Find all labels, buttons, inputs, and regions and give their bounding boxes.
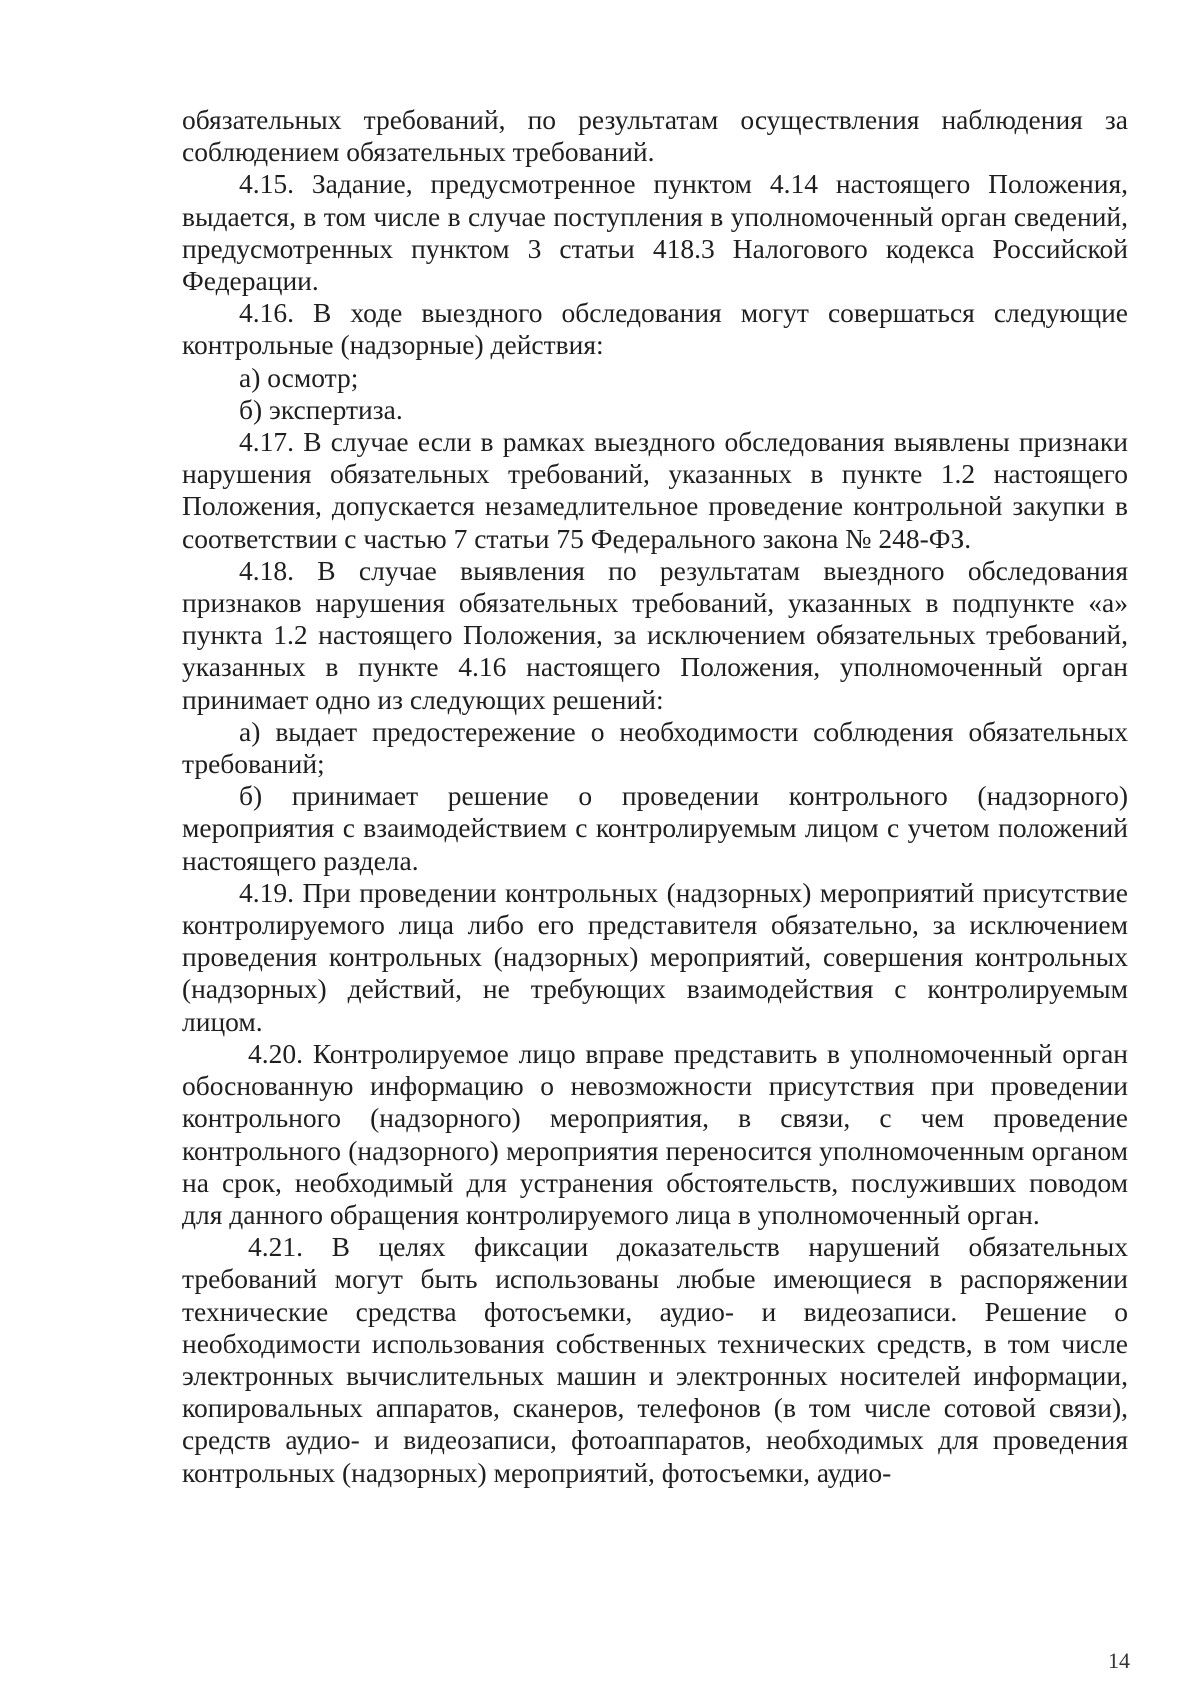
paragraph-4-15: 4.15. Задание, предусмотренное пунктом 4.14 настоящего Положения, выдается, в том числе в случае поступления в уполномоченный орган сведений, предусмотренных пунктом 3 статьи 418.3 Налогового кодекса Российской Федерации. — [182, 168, 1128, 297]
document-body — [182, 104, 1128, 1489]
page-number: 14 — [1108, 1648, 1130, 1673]
paragraph-continuation: обязательных требований, по результатам осуществления наблюдения за соблюдением обязательных требований. — [182, 104, 1128, 168]
list-item-b-expertise: б) экспертиза. — [239, 393, 403, 425]
paragraph-4-16: 4.16. В ходе выездного обследования могут совершаться следующие контрольные (надзорные) действия: — [182, 297, 1128, 361]
list-item-a-inspection: а) осмотр; — [239, 361, 359, 393]
paragraph-4-19: 4.19. При проведении контрольных (надзорных) мероприятий присутствие контролируемого лица либо его представителя обязательно, за исключением проведения контрольных (надзорных) мероприятий, совершения контрольных (надзорных) действий, не требующих взаимодействия с контролируемым лицом. — [182, 876, 1128, 1037]
list-item-a-warning: а) выдает предостережение о необходимости соблюдения обязательных требований; — [182, 715, 1128, 780]
paragraph-4-17: 4.17. В случае если в рамках выездного обследования выявлены признаки нарушения обязательных требований, указанных в пункте 1.2 настоящего Положения, допускается незамедлительное проведение контрольной закупки в соответствии с частью 7 статьи 75 Федерального закона № 248-ФЗ. — [182, 426, 1128, 554]
paragraph-4-18: 4.18. В случае выявления по результатам выездного обследования признаков нарушения обязательных требований, указанных в подпункте «а» пункта 1.2 настоящего Положения, за исключением обязательных требований, указанных в пункте 4.16 настоящего Положения, уполномоченный орган принимает одно из следующих решений: — [182, 554, 1128, 715]
list-item-b-decision: б) принимает решение о проведении контрольного (надзорного) мероприятия с взаимодействием с контролируемым лицом с учетом положений настоящего раздела. — [182, 780, 1128, 876]
paragraph-4-21: 4.21. В целях фиксации доказательств нарушений обязательных требований могут быть использованы любые имеющиеся в распоряжении технические средства фотосъемки, аудио- и видеозаписи. Решение о необходимости использования собственных технических средств, в том числе электронных вычислительных машин и электронных носителей информации, копировальных аппаратов, сканеров, телефонов (в том числе сотовой связи), средств аудио- и видеозаписи, фотоаппаратов, необходимых для проведения контрольных (надзорных) мероприятий, фотосъемки, аудио- — [182, 1231, 1128, 1488]
paragraph-4-20: 4.20. Контролируемое лицо вправе представить в уполномоченный орган обоснованную информацию о невозможности присутствия при проведении контрольного (надзорного) мероприятия, в связи, с чем проведение контрольного (надзорного) мероприятия переносится уполномоченным органом на срок, необходимый для устранения обстоятельств, послуживших поводом для данного обращения контролируемого лица в уполномоченный орган. — [182, 1037, 1128, 1230]
